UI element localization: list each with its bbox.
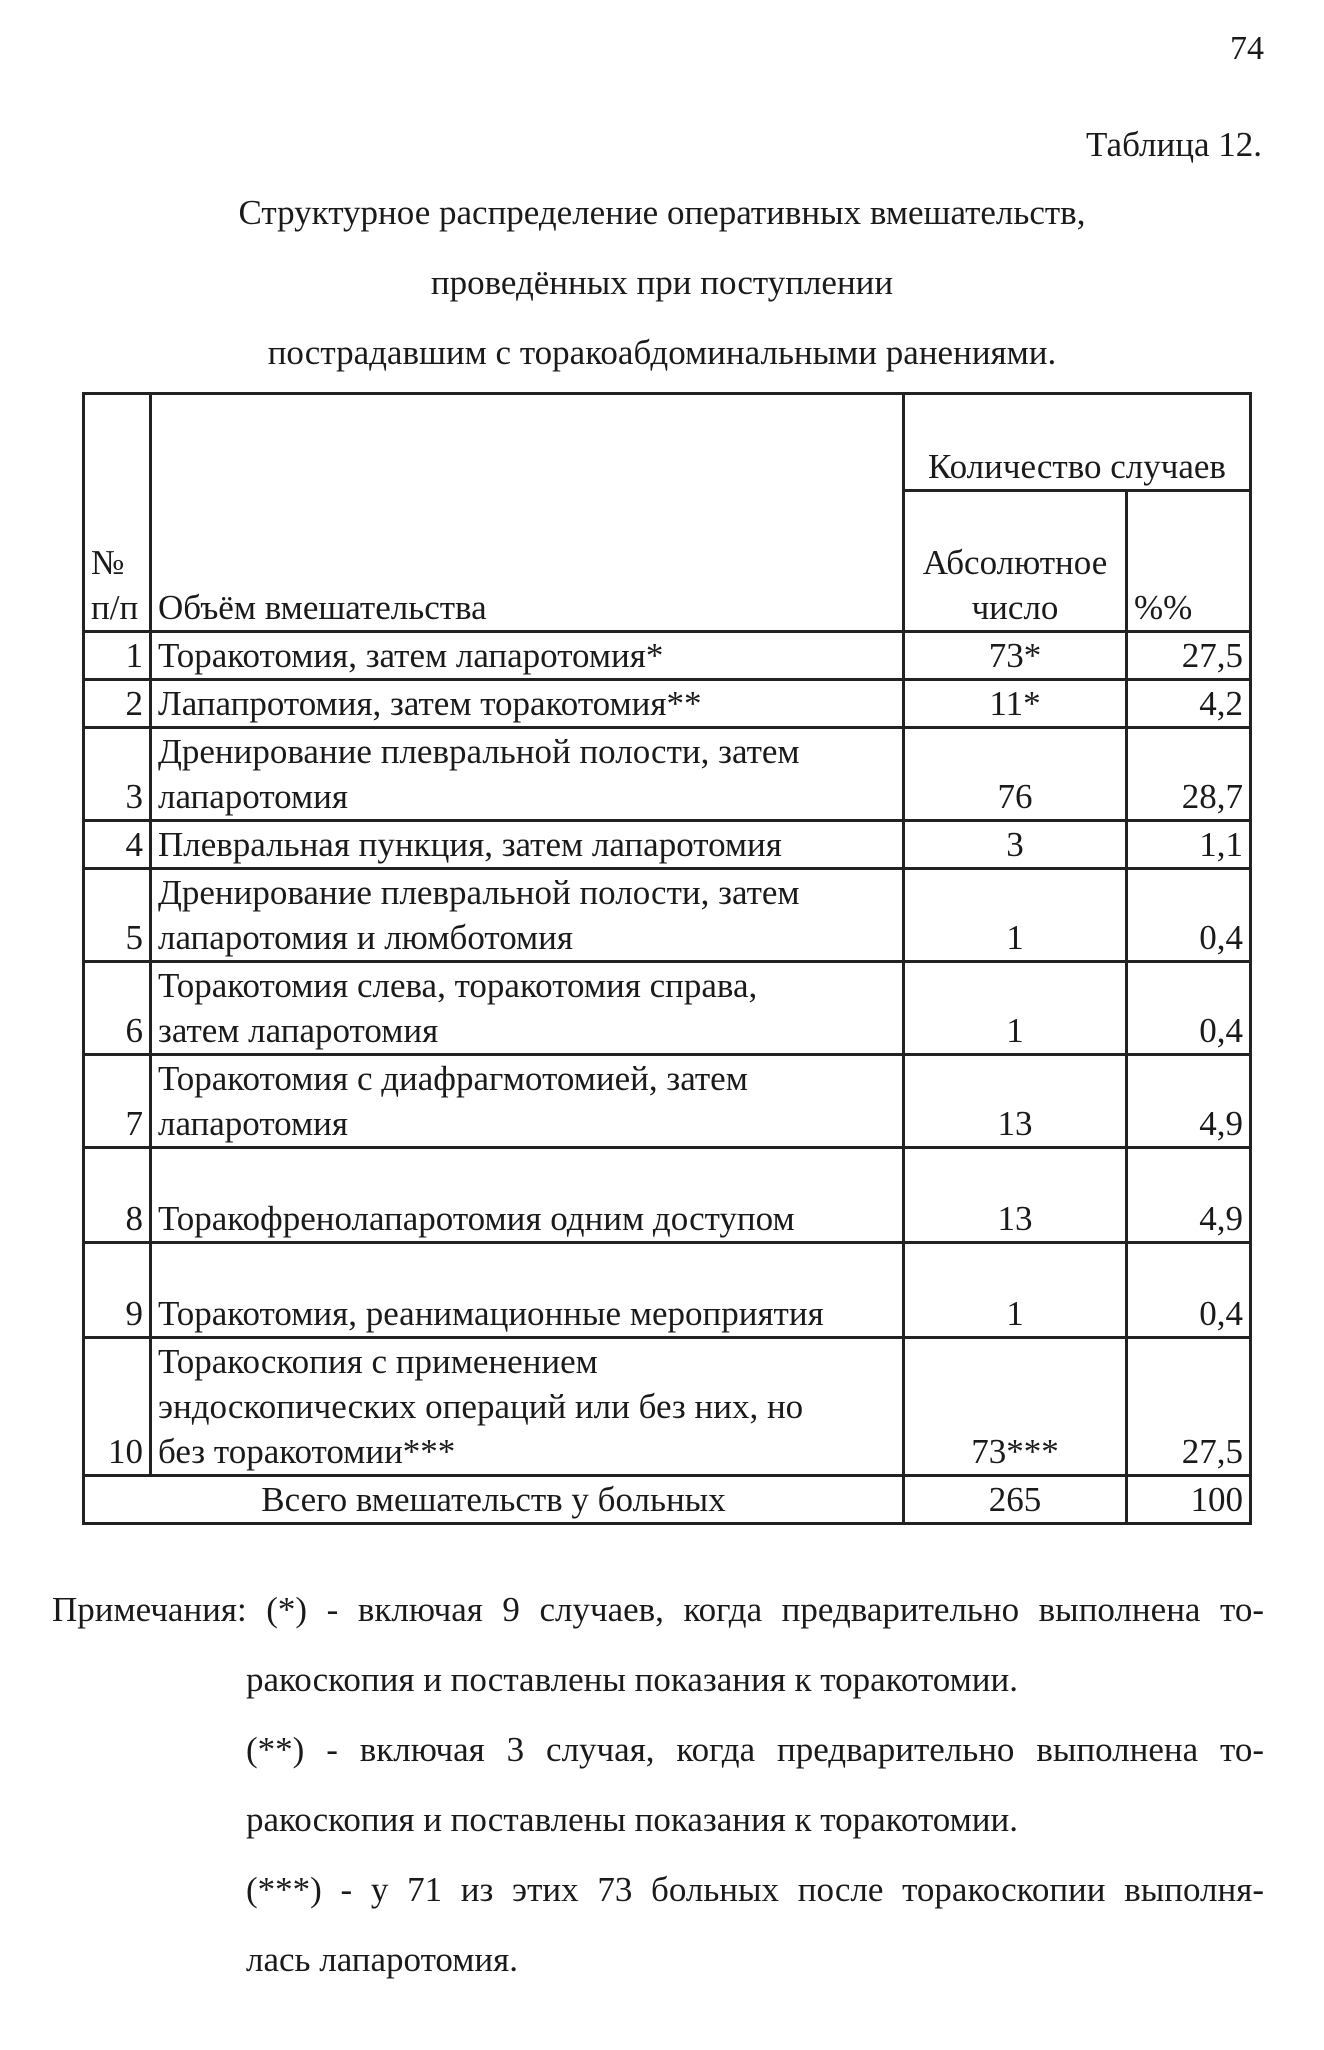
row-num: 1 bbox=[84, 632, 151, 680]
row-volume-line: Плевральная пункция, затем лапаротомия bbox=[158, 825, 782, 864]
table-row bbox=[84, 1338, 1251, 1476]
table-row bbox=[84, 1243, 1251, 1338]
table-row bbox=[84, 728, 1251, 821]
row-volume-line: Торакотомия слева, торакотомия справа, bbox=[158, 966, 758, 1005]
row-num: 3 bbox=[84, 728, 151, 821]
note-1-line-1: Примечания: (*) - включая 9 случаев, когда предварительно выполнена то- bbox=[52, 1590, 1264, 1629]
title-line-3: пострадавшим с торакоабдоминальными ранениями. bbox=[267, 333, 1057, 372]
table-row bbox=[84, 869, 1251, 962]
row-volume-line: Торакотомия, затем лапаротомия* bbox=[158, 636, 664, 675]
table-row bbox=[84, 632, 1251, 680]
note-1-line-2: ракоскопия и поставлены показания к торакотомии. bbox=[246, 1660, 1018, 1699]
row-abs: 1 bbox=[904, 962, 1127, 1055]
row-pct: 27,5 bbox=[1127, 1338, 1251, 1476]
row-pct: 4,2 bbox=[1127, 680, 1251, 728]
row-pct: 0,4 bbox=[1127, 869, 1251, 962]
row-num: 6 bbox=[84, 962, 151, 1055]
note-2-line-1: (**) - включая 3 случая, когда предварительно выполнена то- bbox=[246, 1730, 1264, 1769]
row-volume bbox=[151, 869, 904, 962]
row-pct: 1,1 bbox=[1127, 821, 1251, 869]
row-abs: 3 bbox=[904, 821, 1127, 869]
table-row bbox=[84, 1148, 1251, 1243]
row-volume bbox=[151, 1148, 904, 1243]
row-volume-line: затем лапаротомия bbox=[158, 1011, 439, 1050]
row-volume-line: Лапапротомия, затем торакотомия** bbox=[158, 684, 702, 723]
row-volume bbox=[151, 680, 904, 728]
row-volume-line bbox=[158, 1151, 896, 1196]
page-number: 74 bbox=[1230, 30, 1264, 67]
row-pct: 4,9 bbox=[1127, 1148, 1251, 1243]
header-abs-line2: число bbox=[971, 588, 1059, 627]
row-abs: 73* bbox=[904, 632, 1127, 680]
header-pct: %% bbox=[1127, 491, 1251, 632]
header-num bbox=[84, 394, 151, 632]
row-abs: 13 bbox=[904, 1148, 1127, 1243]
row-num: 10 bbox=[84, 1338, 151, 1476]
row-pct: 4,9 bbox=[1127, 1055, 1251, 1148]
row-num: 9 bbox=[84, 1243, 151, 1338]
row-volume-line: без торакотомии*** bbox=[158, 1432, 456, 1471]
row-volume-line: Торакотомия, реанимационные мероприятия bbox=[158, 1294, 824, 1333]
row-volume-line: Торакофренолапаротомия одним доступом bbox=[158, 1199, 795, 1238]
header-abs-line1: Абсолютное bbox=[922, 543, 1108, 582]
row-num: 8 bbox=[84, 1148, 151, 1243]
row-abs: 13 bbox=[904, 1055, 1127, 1148]
note-2-line-2: ракоскопия и поставлены показания к торакотомии. bbox=[246, 1800, 1018, 1839]
header-abs bbox=[904, 491, 1127, 632]
row-volume-line: эндоскопических операций или без них, но bbox=[158, 1387, 804, 1426]
row-pct: 0,4 bbox=[1127, 1243, 1251, 1338]
table-label: Таблица 12. bbox=[1086, 125, 1262, 164]
table-total-row bbox=[84, 1476, 1251, 1524]
row-volume-line: лапаротомия bbox=[158, 777, 348, 816]
total-label: Всего вмешательств у больных bbox=[84, 1476, 904, 1524]
row-num: 4 bbox=[84, 821, 151, 869]
total-pct: 100 bbox=[1127, 1476, 1251, 1524]
row-abs: 76 bbox=[904, 728, 1127, 821]
table-title bbox=[0, 178, 1324, 388]
table-row bbox=[84, 680, 1251, 728]
header-num-line1: № bbox=[91, 543, 125, 582]
interventions-table bbox=[82, 392, 1252, 1525]
row-abs: 1 bbox=[904, 869, 1127, 962]
note-3-line-2: лась лапаротомия. bbox=[246, 1940, 518, 1979]
title-line-1: Структурное распределение оперативных вмешательств, bbox=[238, 193, 1086, 232]
row-volume-line: Торакоскопия с применением bbox=[158, 1342, 598, 1381]
row-abs: 73*** bbox=[904, 1338, 1127, 1476]
note-3-line-1: (***) - у 71 из этих 73 больных после торакоскопии выполня- bbox=[246, 1870, 1264, 1909]
row-pct: 28,7 bbox=[1127, 728, 1251, 821]
row-num: 5 bbox=[84, 869, 151, 962]
row-volume bbox=[151, 821, 904, 869]
title-line-2: проведённых при поступлении bbox=[430, 263, 894, 302]
row-volume-line: Дренирование плевральной полости, затем bbox=[158, 873, 800, 912]
row-pct: 27,5 bbox=[1127, 632, 1251, 680]
row-volume-line bbox=[158, 1246, 896, 1291]
header-count-group: Количество случаев bbox=[904, 394, 1251, 491]
table-row bbox=[84, 1055, 1251, 1148]
row-volume bbox=[151, 1338, 904, 1476]
row-volume-line: Дренирование плевральной полости, затем bbox=[158, 732, 800, 771]
row-abs: 1 bbox=[904, 1243, 1127, 1338]
row-volume bbox=[151, 728, 904, 821]
row-abs: 11* bbox=[904, 680, 1127, 728]
row-volume-line: лапаротомия и люмботомия bbox=[158, 918, 574, 957]
row-num: 2 bbox=[84, 680, 151, 728]
total-abs: 265 bbox=[904, 1476, 1127, 1524]
table-row bbox=[84, 962, 1251, 1055]
header-volume: Объём вмешательства bbox=[151, 394, 904, 632]
row-volume bbox=[151, 632, 904, 680]
row-volume-line: лапаротомия bbox=[158, 1104, 348, 1143]
row-volume-line: Торакотомия с диафрагмотомией, затем bbox=[158, 1059, 748, 1098]
table-row bbox=[84, 821, 1251, 869]
row-pct: 0,4 bbox=[1127, 962, 1251, 1055]
header-num-line2: п/п bbox=[91, 588, 139, 627]
row-num: 7 bbox=[84, 1055, 151, 1148]
row-volume bbox=[151, 962, 904, 1055]
row-volume bbox=[151, 1243, 904, 1338]
row-volume bbox=[151, 1055, 904, 1148]
